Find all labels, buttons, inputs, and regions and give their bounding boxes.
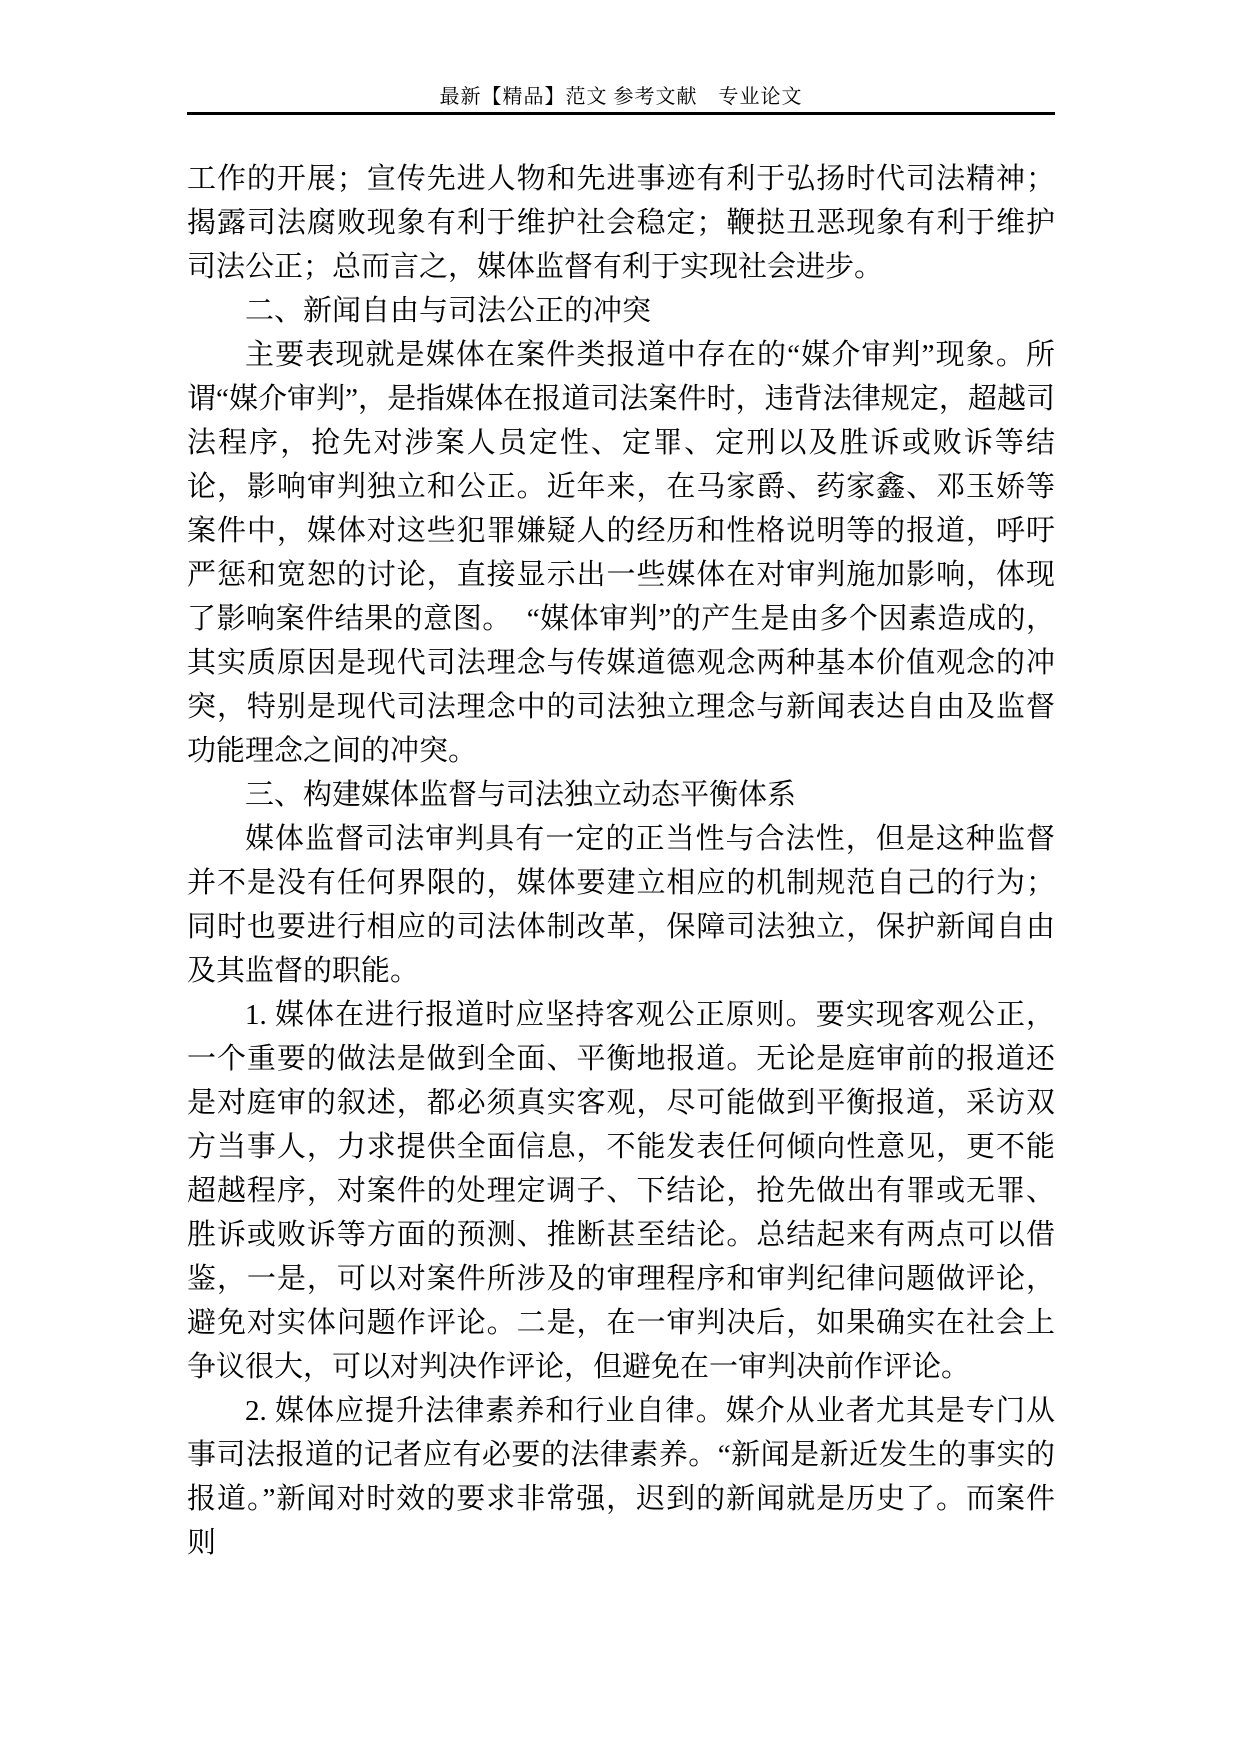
paragraph-point-2: 2. 媒体应提升法律素养和行业自律。媒介从业者尤其是专门从事司法报道的记者应有必要的法律素养。“新闻是新近发生的事实的报道。”新闻对时效的要求非常强，迟到的新闻就是历史了。而案件则 (187, 1395, 1055, 1559)
paragraph-media-trial: 主要表现就是媒体在案件类报道中存在的“媒介审判”现象。所谓“媒介审判”，是指媒体在报道司法案件时，违背法律规定，超越司法程序，抢先对涉案人员定性、定罪、定刑以及胜诉或败诉等结论，影响审判独立和公正。近年来，在马家爵、药家鑫、邓玉娇等案件中，媒体对这些犯罪嫌疑人的经历和性格说明等的报道，呼吁严惩和宽恕的讨论，直接显示出一些媒体在对审判施加影响，体现了影响案件结果的意图。 “媒体审判”的产生是由多个因素造成的，其实质原因是现代司法理念与传媒道德观念两种基本价值观念的冲突，特别是现代司法理念中的司法独立理念与新闻表达自由及监督功能理念之间的冲突。 (187, 339, 1055, 767)
paragraph-balance-system: 媒体监督司法审判具有一定的正当性与合法性，但是这种监督并不是没有任何界限的，媒体要建立相应的机制规范自己的行为；同时也要进行相应的司法体制改革，保障司法独立，保护新闻自由及其监督的职能。 (187, 823, 1055, 987)
paragraph-continuation: 工作的开展；宣传先进人物和先进事迹有利于弘扬时代司法精神；揭露司法腐败现象有利于维护社会稳定；鞭挞丑恶现象有利于维护司法公正；总而言之，媒体监督有利于实现社会进步。 (187, 163, 1055, 283)
section-heading-2: 二、新闻自由与司法公正的冲突 (245, 295, 652, 327)
page-header-text: 最新【精品】范文 参考文献 专业论文 (439, 86, 803, 108)
paragraph-point-1: 1. 媒体在进行报道时应坚持客观公正原则。要实现客观公正，一个重要的做法是做到全面、平衡地报道。无论是庭审前的报道还是对庭审的叙述，都必须真实客观，尽可能做到平衡报道，采访双方当事人，力求提供全面信息，不能发表任何倾向性意见，更不能超越程序，对案件的处理定调子、下结论，抢先做出有罪或无罪、胜诉或败诉等方面的预测、推断甚至结论。总结起来有两点可以借鉴，一是，可以对案件所涉及的审理程序和审判纪律问题做评论，避免对实体问题作评论。二是，在一审判决后，如果确实在社会上争议很大，可以对判决作评论，但避免在一审判决前作评论。 (187, 999, 1055, 1383)
section-heading-3: 三、构建媒体监督与司法独立动态平衡体系 (245, 779, 797, 811)
header-divider-rule (187, 112, 1055, 115)
text-column (187, 82, 1055, 1565)
document-body (187, 157, 1055, 1565)
